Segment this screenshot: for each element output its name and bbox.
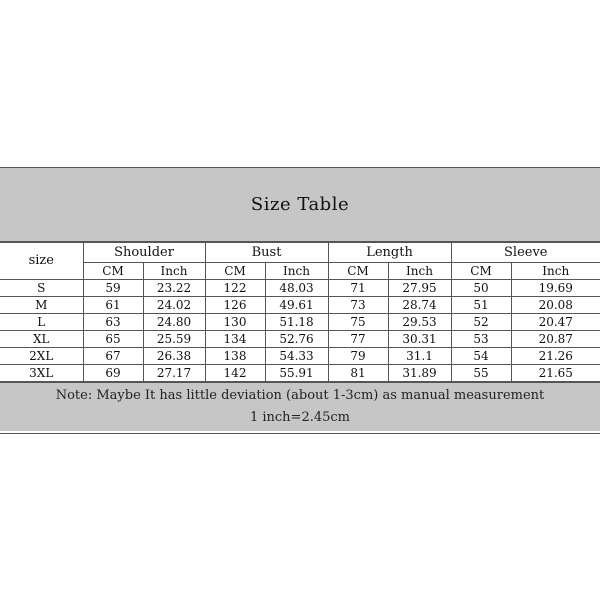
measurement-cell: 130 <box>205 314 265 331</box>
measurement-cell: 71 <box>328 280 388 297</box>
measurement-cell: 53 <box>451 331 511 348</box>
size-rows <box>0 280 600 382</box>
measurement-cell: 23.22 <box>143 280 205 297</box>
measurement-cell: 50 <box>451 280 511 297</box>
measurement-cell: 73 <box>328 297 388 314</box>
measurement-cell: 142 <box>205 365 265 382</box>
measurement-cell: 55 <box>451 365 511 382</box>
measurement-cell: 59 <box>83 280 143 297</box>
bust-header: Bust <box>205 243 328 263</box>
measurement-note: Note: Maybe It has little deviation (about 1-3cm) as manual measurement <box>55 388 545 403</box>
unit-cm: CM <box>328 263 388 280</box>
unit-header-row <box>0 263 600 280</box>
unit-cm: CM <box>83 263 143 280</box>
measurement-cell: 134 <box>205 331 265 348</box>
measurement-cell: 29.53 <box>388 314 451 331</box>
size-label: 3XL <box>0 365 83 382</box>
measurement-cell: 27.17 <box>143 365 205 382</box>
measurement-cell: 52 <box>451 314 511 331</box>
measurement-cell: 21.65 <box>511 365 600 382</box>
measurement-cell: 51.18 <box>265 314 328 331</box>
unit-cm: CM <box>205 263 265 280</box>
size-label: M <box>0 297 83 314</box>
unit-cm: CM <box>451 263 511 280</box>
measurement-cell: 21.26 <box>511 348 600 365</box>
measurement-cell: 48.03 <box>265 280 328 297</box>
measurement-cell: 54 <box>451 348 511 365</box>
measurement-cell: 67 <box>83 348 143 365</box>
size-label: L <box>0 314 83 331</box>
measurement-cell: 20.47 <box>511 314 600 331</box>
measurement-cell: 25.59 <box>143 331 205 348</box>
measurement-cell: 79 <box>328 348 388 365</box>
size-chart <box>0 167 600 434</box>
group-header-row <box>0 243 600 263</box>
table-row <box>0 365 600 382</box>
conversion-note: 1 inch=2.45cm <box>249 410 351 425</box>
measurement-cell: 49.61 <box>265 297 328 314</box>
measurement-cell: 61 <box>83 297 143 314</box>
measurement-cell: 31.89 <box>388 365 451 382</box>
measurement-cell: 19.69 <box>511 280 600 297</box>
table-row <box>0 314 600 331</box>
measurement-cell: 28.74 <box>388 297 451 314</box>
measurement-cell: 20.87 <box>511 331 600 348</box>
size-label: XL <box>0 331 83 348</box>
size-table <box>0 242 600 382</box>
sleeve-header: Sleeve <box>451 243 600 263</box>
table-row <box>0 331 600 348</box>
measurement-cell: 69 <box>83 365 143 382</box>
measurement-cell: 52.76 <box>265 331 328 348</box>
note-band <box>0 382 600 431</box>
shoulder-header: Shoulder <box>83 243 205 263</box>
unit-inch: Inch <box>265 263 328 280</box>
measurement-cell: 122 <box>205 280 265 297</box>
measurement-cell: 24.80 <box>143 314 205 331</box>
measurement-cell: 26.38 <box>143 348 205 365</box>
measurement-cell: 75 <box>328 314 388 331</box>
size-label: S <box>0 280 83 297</box>
size-table-title: Size Table <box>250 194 350 215</box>
measurement-cell: 63 <box>83 314 143 331</box>
measurement-cell: 77 <box>328 331 388 348</box>
measurement-cell: 81 <box>328 365 388 382</box>
unit-inch: Inch <box>388 263 451 280</box>
measurement-cell: 51 <box>451 297 511 314</box>
measurement-cell: 20.08 <box>511 297 600 314</box>
size-column-header: size <box>0 243 83 280</box>
table-row <box>0 280 600 297</box>
measurement-cell: 54.33 <box>265 348 328 365</box>
table-row <box>0 297 600 314</box>
title-band <box>0 168 600 242</box>
measurement-cell: 24.02 <box>143 297 205 314</box>
measurement-cell: 27.95 <box>388 280 451 297</box>
length-header: Length <box>328 243 451 263</box>
unit-inch: Inch <box>143 263 205 280</box>
measurement-cell: 65 <box>83 331 143 348</box>
measurement-cell: 55.91 <box>265 365 328 382</box>
measurement-cell: 138 <box>205 348 265 365</box>
measurement-cell: 30.31 <box>388 331 451 348</box>
size-label: 2XL <box>0 348 83 365</box>
table-row <box>0 348 600 365</box>
unit-inch: Inch <box>511 263 600 280</box>
measurement-cell: 31.1 <box>388 348 451 365</box>
measurement-cell: 126 <box>205 297 265 314</box>
